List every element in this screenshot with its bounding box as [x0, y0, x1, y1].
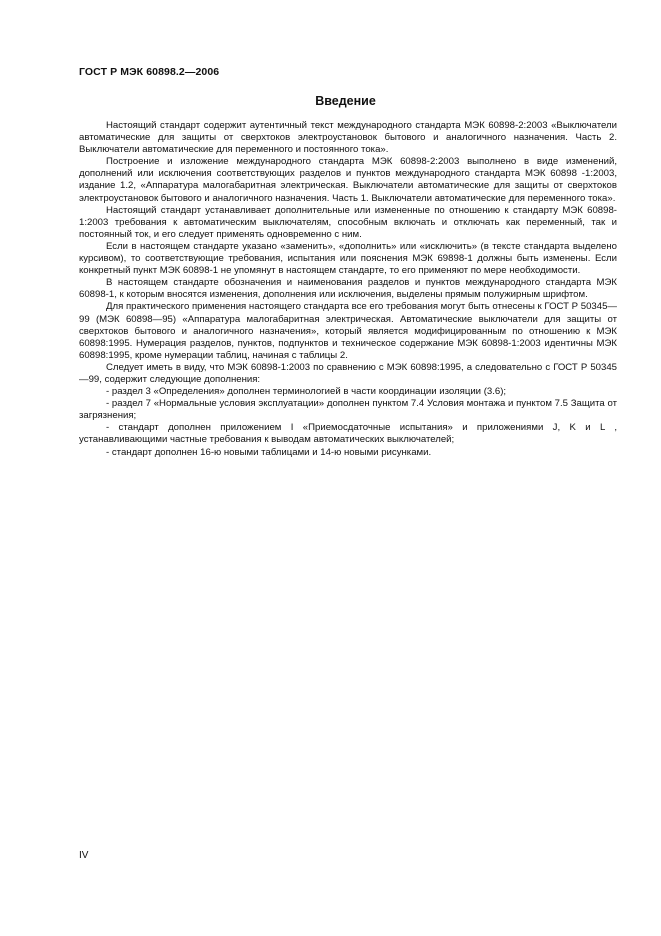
- introduction-body: [79, 120, 617, 459]
- page-number: IV: [79, 850, 89, 861]
- paragraph: Настоящий стандарт содержит аутентичный текст международного стандарта МЭК 60898-2:2003 «Выключатели автоматические для защиты от сверхтоков электроустановок бытового и аналогичного назначения. Часть 2. Выключатели автоматические для переменного и постоянного тока».: [79, 120, 617, 156]
- paragraph: В настоящем стандарте обозначения и наименования разделов и пунктов международного стандарта МЭК 60898-1, к которым вносятся изменения, дополнения или исключения, выделены прямым полужирным шрифтом.: [79, 277, 617, 301]
- list-item: - раздел 3 «Определения» дополнен терминологией в части координации изоляции (3.6);: [106, 386, 507, 398]
- list-item: - раздел 7 «Нормальные условия эксплуатации» дополнен пунктом 7.4 Условия монтажа и пунктом 7.5 Защита от загрязнения;: [79, 398, 617, 422]
- list-item: - стандарт дополнен 16-ю новыми таблицами и 14-ю новыми рисунками.: [106, 446, 432, 458]
- document-code-header: ГОСТ Р МЭК 60898.2—2006: [79, 66, 220, 78]
- paragraph: Следует иметь в виду, что МЭК 60898-1:2003 по сравнению с МЭК 60898:1995, а следовательно с ГОСТ Р 50345—99, содержит следующие дополнения:: [79, 361, 617, 385]
- paragraph: Настоящий стандарт устанавливает дополнительные или измененные по отношению к стандарту МЭК 60898-1:2003 требования к автоматическим выключателям, способным включать и отключать как переменный, так и постоянный ток, и его следует применять одновременно с ним.: [79, 204, 617, 240]
- paragraph: Построение и изложение международного стандарта МЭК 60898-2:2003 выполнено в виде изменений, дополнений или исключения соответствующих разделов и пунктов международного стандарта МЭК 60898 -1:2003, издание 1.2, «Аппаратура малогабаритная электрическая. Выключатели автоматические для защиты от сверхтоков электроустановок бытового и аналогичного назначения. Часть 1. Выключатели автоматические для переменного тока».: [79, 156, 617, 204]
- paragraph: Для практического применения настоящего стандарта все его требования могут быть отнесены к ГОСТ Р 50345—99 (МЭК 60898—95) «Аппаратура малогабаритная электрическая. Автоматические выключатели для защиты от сверхтоков бытового и аналогичного назначения», который является модифицированным по отношению к МЭК 60898:1995. Нумерация разделов, пунктов, подпунктов и техническое содержание МЭК 60898-1:2003 идентичны МЭК 60898:1995, кроме нумерации таблиц, начиная с таблицы 2.: [79, 301, 618, 361]
- list-item: - стандарт дополнен приложением I «Приемосдаточные испытания» и приложениями J, K и L , устанавливающими частные требования к выводам автоматических выключателей;: [79, 422, 617, 446]
- paragraph: Если в настоящем стандарте указано «заменить», «дополнить» или «исключить» (в тексте стандарта выделено курсивом), то соответствующие требования, испытания или пояснения МЭК 69898-1 должны быть изменены. Если конкретный пункт МЭК 60898-1 не упомянут в настоящем стандарте, то его применяют по мере необходимости.: [79, 240, 617, 277]
- section-title: Введение: [315, 94, 376, 108]
